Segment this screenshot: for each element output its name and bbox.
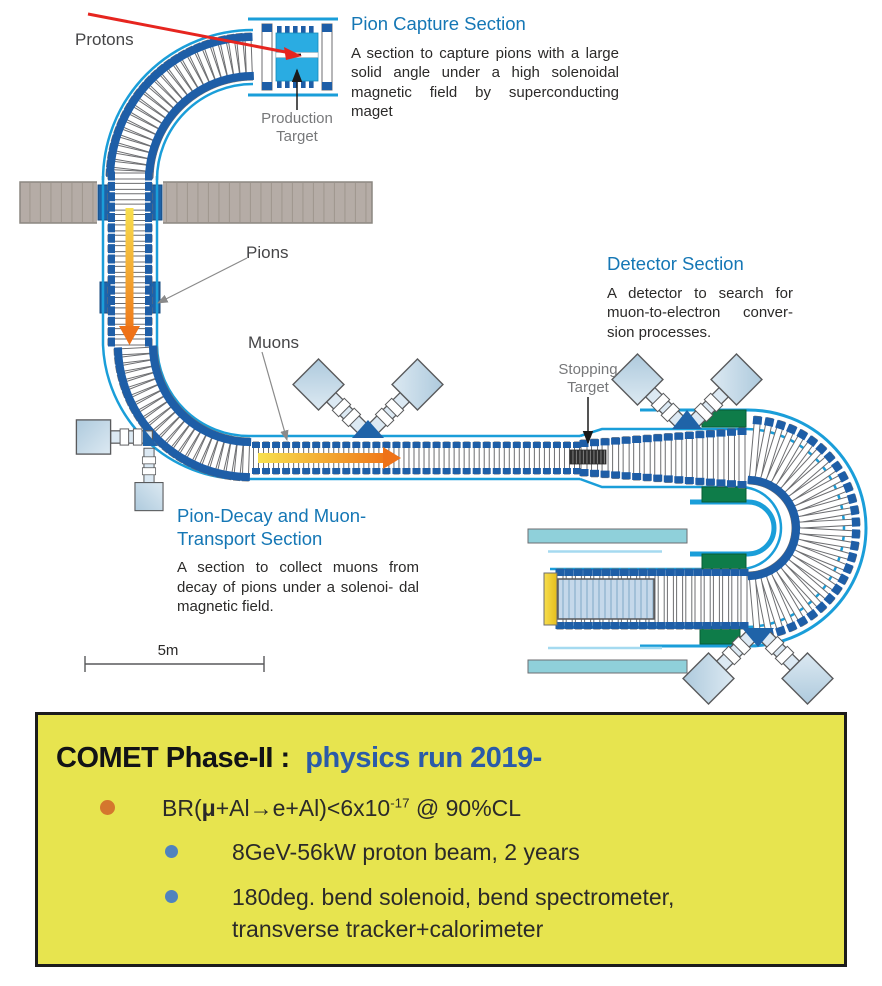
cryostat-muon-top xyxy=(293,359,443,441)
production-target-label xyxy=(261,110,333,145)
shielding-wall xyxy=(20,180,372,225)
muons-pointer-arrow xyxy=(262,352,287,440)
stopping-target-label xyxy=(558,361,617,396)
svg-text:Target: Target xyxy=(276,128,318,145)
solenoid-spectrometer-item: 180deg. bend solenoid, bend spectrometer, transverse tracker+calorimeter xyxy=(232,884,675,942)
svg-text:Stopping: Stopping xyxy=(558,361,618,378)
proton-beam-item: 8GeV-56kW proton beam, 2 years xyxy=(232,839,580,865)
svg-text:Target: Target xyxy=(567,379,609,396)
cryostat-corner xyxy=(76,420,163,511)
bullet-blue-icon xyxy=(165,890,178,903)
detector-callout xyxy=(607,253,793,342)
calorimeter-block xyxy=(544,573,557,625)
summary-title-black: COMET Phase-II : xyxy=(56,742,290,774)
muon-beam-arrow xyxy=(258,447,401,469)
pion-capture-title: Pion Capture Section xyxy=(351,13,526,34)
phase2-summary-box xyxy=(35,712,847,967)
scale-label: 5m xyxy=(157,642,179,659)
pions-pointer-arrow xyxy=(158,258,247,303)
bullet-blue-icon xyxy=(165,845,178,858)
branching-ratio-item: $BR(\mu+Al\to e+Al)<6x10^{-17}$ @ 90%CL xyxy=(162,795,522,821)
pion-capture-callout xyxy=(351,13,619,122)
svg-text:Production: Production xyxy=(261,110,333,127)
summary-title-blue: physics run 2019- xyxy=(305,742,542,774)
protons-label: Protons xyxy=(75,30,134,49)
pion-decay-description: A section to collect muons from decay of pions under a solenoi- dal magnetic field. xyxy=(177,559,419,616)
summary-title xyxy=(56,742,542,775)
pions-label: Pions xyxy=(246,243,289,262)
detector-title: Detector Section xyxy=(607,253,744,274)
bullet-orange-icon xyxy=(100,800,115,815)
pion-capture-description: A section to capture pions with a large solid angle under a high solenoidal magnetic field by superconducting maget xyxy=(351,44,619,121)
detector-assembly xyxy=(544,573,654,625)
capture-bend-coils xyxy=(106,33,254,179)
stopping-target xyxy=(570,450,606,464)
muons-label: Muons xyxy=(248,333,300,352)
pion-decay-title: Pion-Decay and Muon-Transport Section xyxy=(177,505,367,549)
tracker-detector xyxy=(558,579,654,619)
pion-decay-callout xyxy=(177,505,419,617)
lower-bend-coils xyxy=(114,345,251,481)
detector-description: A detector to search for muon-to-electron conver- sion processes. xyxy=(607,284,793,341)
